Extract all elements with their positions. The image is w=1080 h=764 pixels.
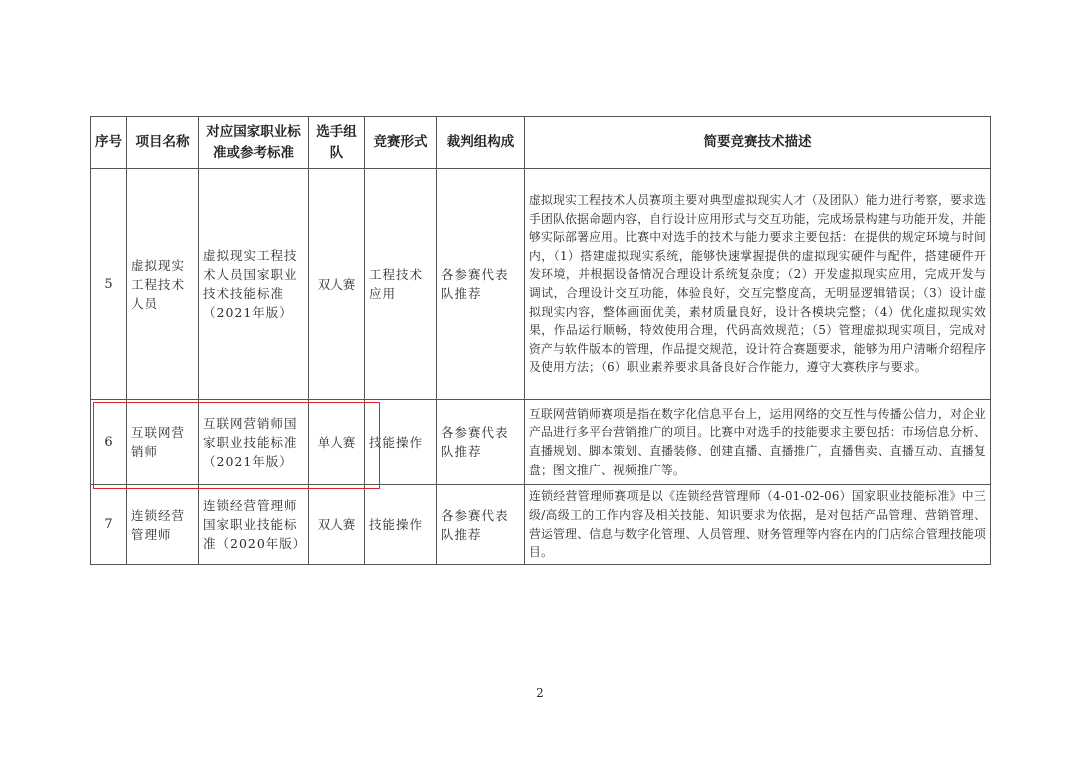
row-standard: 互联网营销师国家职业技能标准（2021年版） xyxy=(199,400,309,485)
row-seq: 5 xyxy=(91,169,127,400)
header-standard: 对应国家职业标准或参考标准 xyxy=(199,117,309,169)
header-judges: 裁判组构成 xyxy=(437,117,525,169)
table-row xyxy=(91,169,991,400)
page-number: 2 xyxy=(536,686,544,700)
row-description: 虚拟现实工程技术人员赛项主要对典型虚拟现实人才（及团队）能力进行考察，要求选手团队依据命题内容，自行设计应用形式与交互功能，完成场景构建与功能开发，并能够实际部署应用。比赛中对选手的技术与能力要求主要包括：在提供的规定环境与时间内，（1）搭建虚拟现实系统，能够快速掌握提供的虚拟现实硬件与配件，搭建硬件开发环境，并根据设备情况合理设计系统复杂度；（2）开发虚拟现实应用，完成开发与调试，合理设计交互功能，体验良好，交互完整度高，无明显逻辑错误；（3）设计虚拟现实内容，整体画面优美，素材质量良好，设计各模块完整；（4）优化虚拟现实效果，作品运行顺畅，特效使用合理，代码高效规范；（5）管理虚拟现实项目，完成对资产与软件版本的管理，作品提交规范，设计符合赛题要求，能够为用户清晰介绍程序及使用方法；（6）职业素养要求具备良好合作能力，遵守大赛秩序与要求。 xyxy=(525,169,991,400)
row-form: 技能操作 xyxy=(365,400,437,485)
row-description: 连锁经营管理师赛项是以《连锁经营管理师（4-01-02-06）国家职业技能标准》中三级/高级工的工作内容及相关技能、知识要求为依据，是对包括产品管理、营销管理、营运管理、信息与数字化管理、人员管理、财务管理等内容在内的门店综合管理技能项目。 xyxy=(525,485,991,565)
row-form: 工程技术应用 xyxy=(365,169,437,400)
header-team: 选手组队 xyxy=(309,117,365,169)
header-description: 简要竞赛技术描述 xyxy=(525,117,991,169)
row-judges: 各参赛代表队推荐 xyxy=(437,169,525,400)
row-seq: 6 xyxy=(91,400,127,485)
competition-table xyxy=(90,116,991,565)
table-header-row xyxy=(91,117,991,169)
header-seq: 序号 xyxy=(91,117,127,169)
row-description: 互联网营销师赛项是指在数字化信息平台上，运用网络的交互性与传播公信力，对企业产品进行多平台营销推广的项目。比赛中对选手的技能要求主要包括：市场信息分析、直播规划、脚本策划、直播装修、创建直播、直播推广，直播售卖、直播互动、直播复盘；图文推广、视频推广等。 xyxy=(525,400,991,485)
table-row xyxy=(91,400,991,485)
row-name: 虚拟现实工程技术人员 xyxy=(127,169,199,400)
row-judges: 各参赛代表队推荐 xyxy=(437,400,525,485)
row-team: 双人赛 xyxy=(309,169,365,400)
row-judges: 各参赛代表队推荐 xyxy=(437,485,525,565)
header-name: 项目名称 xyxy=(127,117,199,169)
table-row xyxy=(91,485,991,565)
row-name: 连锁经营管理师 xyxy=(127,485,199,565)
header-form: 竞赛形式 xyxy=(365,117,437,169)
row-seq: 7 xyxy=(91,485,127,565)
row-team: 单人赛 xyxy=(309,400,365,485)
row-standard: 连锁经营管理师国家职业技能标准（2020年版） xyxy=(199,485,309,565)
row-name: 互联网营销师 xyxy=(127,400,199,485)
row-standard: 虚拟现实工程技术人员国家职业技术技能标准（2021年版） xyxy=(199,169,309,400)
row-team: 双人赛 xyxy=(309,485,365,565)
row-form: 技能操作 xyxy=(365,485,437,565)
